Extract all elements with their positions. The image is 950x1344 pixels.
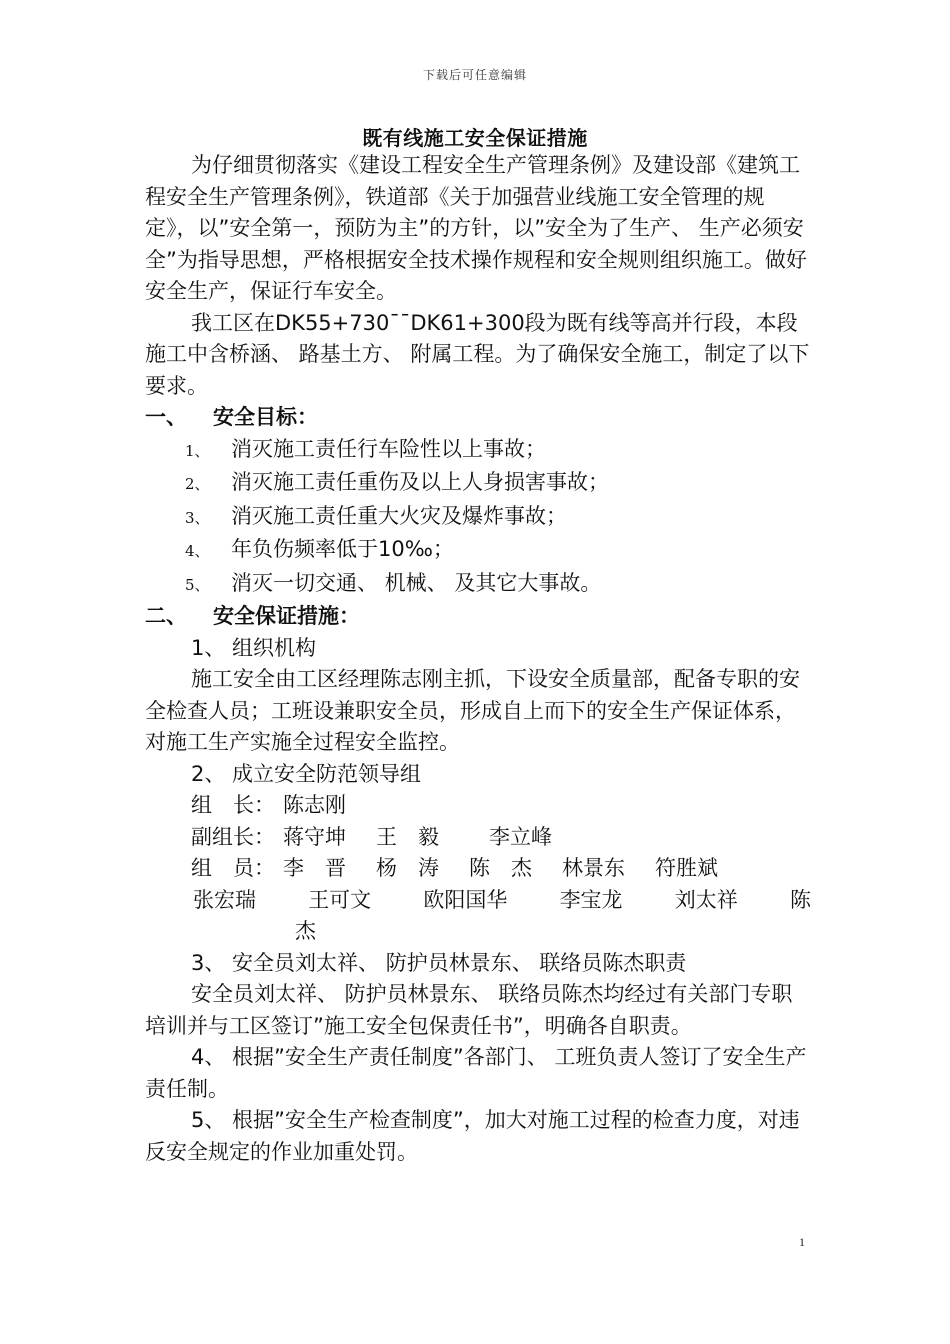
leader-row	[145, 790, 811, 822]
section-2-heading	[145, 601, 811, 633]
intro-paragraph-1: 为仔细贯彻落实《建设工程安全生产管理条例》及建设部《建筑工程安全生产管理条例》，铁道部《关于加强营业线施工安全管理的规定》，以”安全第一，预防为主”的方针，以”安全为了生产、 生产必须安全”为指导思想，严格根据安全技术操作规程和安全规则组织施工。做好安全生产，保证行车安全。	[145, 153, 807, 303]
leader-name: 陈志刚	[283, 793, 346, 817]
goal-item	[145, 434, 811, 468]
intro-paragraph-2: 我工区在DK55+730¯¯DK61+300段为既有线等高并行段，本段施工中含桥涵、 路基土方、 附属工程。为了确保安全施工，制定了以下要求。	[145, 310, 810, 398]
subsection-1-text: 施工安全由工区经理陈志刚主抓，下设安全质量部，配备专职的安全检查人员；工班设兼职安全员，形成自上而下的安全生产保证体系，对施工生产实施全过程安全监控。	[145, 667, 800, 754]
goal-item-number: 1、	[185, 441, 210, 460]
section-2-number: 二、	[145, 604, 187, 628]
subsection-3-title: 3、 安全员刘太祥、 防护员林景东、 联络员陈杰职责	[191, 950, 687, 975]
member-name: 陈 杰	[469, 856, 532, 880]
subsection-2-title: 2、 成立安全防范领导组	[191, 761, 422, 786]
subsection-4-text: 4、 根据”安全生产责任制度”各部门、 工班负责人签订了安全生产责任制。	[145, 1045, 807, 1101]
member-name: 欧阳国华	[423, 887, 508, 912]
subsection-1-title: 1、 组织机构	[191, 635, 317, 660]
goal-item-number: 4、	[185, 542, 210, 560]
deputy-name: 王 毅	[376, 824, 439, 849]
goal-item-text: 消灭施工责任重大火灾及爆炸事故；	[231, 503, 567, 528]
goal-item	[145, 568, 811, 602]
member-name: 李宝龙	[559, 887, 623, 912]
section-1-number: 一、	[145, 405, 187, 429]
section-2-title: 安全保证措施：	[213, 604, 360, 628]
goal-item-text: 消灭一切交通、 机械、 及其它大事故。	[231, 570, 602, 595]
goal-item-text: 年负伤频率低于10‰；	[231, 537, 454, 561]
member-name: 王可文	[308, 887, 372, 912]
member-name: 陈	[789, 887, 811, 912]
document-title: 既有线施工安全保证措施	[362, 126, 588, 150]
goal-item-number: 2、	[185, 475, 210, 493]
document-body	[145, 150, 811, 1168]
deputy-name: 蒋守坤	[283, 824, 346, 849]
leader-label: 组 长：	[191, 793, 275, 817]
subsection-5-text: 5、 根据”安全生产检查制度”，加大对施工过程的检查力度，对违反安全规定的作业加重处罚。	[145, 1108, 800, 1164]
member-row	[145, 885, 811, 917]
subsection-3-text: 安全员刘太祥、 防护员林景东、 联络员陈杰均经过有关部门专职培训并与工区签订”施工安全包保责任书”，明确各自职责。	[145, 982, 793, 1038]
page-number: 1	[799, 1235, 805, 1249]
section-1-heading	[145, 402, 811, 434]
goal-item-number: 3、	[185, 508, 210, 527]
member-name: 李 晋	[283, 856, 346, 880]
member-name: 张宏瑞	[193, 887, 256, 912]
section-1-title: 安全目标：	[213, 405, 318, 429]
member-name-continued: 杰	[295, 919, 316, 943]
member-name: 符胜斌	[655, 856, 718, 880]
member-name: 刘太祥	[674, 887, 738, 912]
member-name: 杨 涛	[376, 856, 439, 880]
deputy-name: 李立峰	[489, 824, 552, 849]
goal-item	[145, 534, 811, 568]
goal-item	[145, 501, 811, 535]
member-name: 林景东	[562, 856, 625, 880]
member-row	[145, 916, 811, 948]
goal-item-text: 消灭施工责任行车险性以上事故；	[231, 436, 546, 461]
deputy-label: 副组长：	[191, 824, 275, 849]
member-row	[145, 853, 811, 885]
member-label: 组 员：	[191, 856, 275, 880]
goal-item-text: 消灭施工责任重伤及以上人身损害事故；	[231, 470, 609, 494]
goal-item-number: 5、	[185, 575, 210, 594]
deputy-row	[145, 822, 811, 854]
header-note: 下载后可任意编辑	[422, 68, 527, 82]
goal-item	[145, 467, 811, 501]
